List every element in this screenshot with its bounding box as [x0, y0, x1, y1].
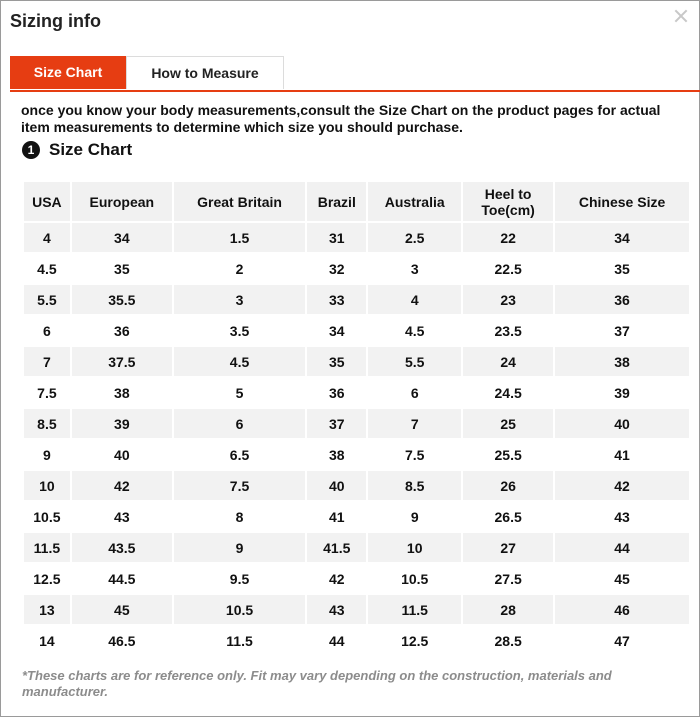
- column-header: USA: [24, 182, 70, 221]
- table-cell: 22: [463, 223, 553, 252]
- table-cell: 35.5: [72, 285, 172, 314]
- table-cell: 41.5: [307, 533, 366, 562]
- table-row: [24, 626, 689, 655]
- table-cell: 44: [307, 626, 366, 655]
- table-cell: 9: [368, 502, 461, 531]
- table-cell: 35: [72, 254, 172, 283]
- table-row: [24, 285, 689, 314]
- table-cell: 3: [174, 285, 305, 314]
- table-cell: 10.5: [24, 502, 70, 531]
- table-cell: 42: [72, 471, 172, 500]
- table-cell: 37: [555, 316, 689, 345]
- table-cell: 10: [24, 471, 70, 500]
- table-cell: 46.5: [72, 626, 172, 655]
- table-cell: 27.5: [463, 564, 553, 593]
- section-title: Size Chart: [49, 140, 133, 159]
- table-cell: 8.5: [24, 409, 70, 438]
- table-cell: 43: [555, 502, 689, 531]
- table-cell: 3: [368, 254, 461, 283]
- table-cell: 34: [307, 316, 366, 345]
- column-header: Australia: [368, 182, 461, 221]
- table-cell: 8.5: [368, 471, 461, 500]
- table-cell: 7.5: [24, 378, 70, 407]
- table-cell: 31: [307, 223, 366, 252]
- size-chart-table: [22, 180, 691, 657]
- table-cell: 37.5: [72, 347, 172, 376]
- table-cell: 25.5: [463, 440, 553, 469]
- tab-how-to-measure[interactable]: How to Measure: [126, 56, 284, 89]
- table-cell: 46: [555, 595, 689, 624]
- table-cell: 45: [72, 595, 172, 624]
- column-header: Brazil: [307, 182, 366, 221]
- tab-underline: [10, 90, 700, 92]
- table-cell: 34: [555, 223, 689, 252]
- table-cell: 43.5: [72, 533, 172, 562]
- dialog-title: Sizing info: [10, 11, 101, 31]
- column-header: Great Britain: [174, 182, 305, 221]
- table-cell: 10.5: [174, 595, 305, 624]
- table-cell: 35: [555, 254, 689, 283]
- table-row: [24, 347, 689, 376]
- table-cell: 5.5: [24, 285, 70, 314]
- table-cell: 28.5: [463, 626, 553, 655]
- table-cell: 26.5: [463, 502, 553, 531]
- table-cell: 26: [463, 471, 553, 500]
- table-cell: 38: [72, 378, 172, 407]
- table-cell: 2.5: [368, 223, 461, 252]
- table-cell: 7: [24, 347, 70, 376]
- table-cell: 40: [307, 471, 366, 500]
- table-row: [24, 564, 689, 593]
- table-cell: 12.5: [24, 564, 70, 593]
- table-cell: 4: [24, 223, 70, 252]
- table-cell: 7: [368, 409, 461, 438]
- table-cell: 43: [307, 595, 366, 624]
- table-cell: 6: [24, 316, 70, 345]
- table-cell: 42: [555, 471, 689, 500]
- table-cell: 36: [72, 316, 172, 345]
- table-cell: 2: [174, 254, 305, 283]
- table-cell: 38: [555, 347, 689, 376]
- table-cell: 6: [368, 378, 461, 407]
- table-cell: 27: [463, 533, 553, 562]
- table-row: [24, 316, 689, 345]
- table-cell: 39: [555, 378, 689, 407]
- table-cell: 4: [368, 285, 461, 314]
- table-cell: 41: [307, 502, 366, 531]
- table-row: [24, 254, 689, 283]
- table-cell: 42: [307, 564, 366, 593]
- table-cell: 7.5: [174, 471, 305, 500]
- table-cell: 25: [463, 409, 553, 438]
- table-cell: 4.5: [368, 316, 461, 345]
- table-cell: 9: [24, 440, 70, 469]
- table-cell: 23: [463, 285, 553, 314]
- table-cell: 32: [307, 254, 366, 283]
- intro-text: once you know your body measurements,consult the Size Chart on the product pages for actual item measurements to determine which size you should purchase.: [21, 102, 661, 135]
- table-cell: 13: [24, 595, 70, 624]
- table-cell: 8: [174, 502, 305, 531]
- table-body: [24, 223, 689, 655]
- table-cell: 34: [72, 223, 172, 252]
- table-cell: 6.5: [174, 440, 305, 469]
- section-number-badge: 1: [22, 141, 40, 159]
- table-cell: 5.5: [368, 347, 461, 376]
- table-cell: 6: [174, 409, 305, 438]
- table-cell: 9.5: [174, 564, 305, 593]
- table-cell: 11.5: [368, 595, 461, 624]
- table-cell: 11.5: [174, 626, 305, 655]
- table-cell: 35: [307, 347, 366, 376]
- table-cell: 4.5: [174, 347, 305, 376]
- table-cell: 36: [555, 285, 689, 314]
- tab-size-chart[interactable]: Size Chart: [10, 56, 126, 89]
- table-row: [24, 533, 689, 562]
- table-cell: 24.5: [463, 378, 553, 407]
- table-cell: 5: [174, 378, 305, 407]
- table-cell: 38: [307, 440, 366, 469]
- table-cell: 39: [72, 409, 172, 438]
- table-cell: 22.5: [463, 254, 553, 283]
- table-cell: 23.5: [463, 316, 553, 345]
- table-row: [24, 409, 689, 438]
- table-cell: 47: [555, 626, 689, 655]
- table-row: [24, 595, 689, 624]
- table-cell: 24: [463, 347, 553, 376]
- table-cell: 45: [555, 564, 689, 593]
- table-cell: 14: [24, 626, 70, 655]
- table-row: [24, 223, 689, 252]
- column-header: Chinese Size: [555, 182, 689, 221]
- table-cell: 11.5: [24, 533, 70, 562]
- table-cell: 37: [307, 409, 366, 438]
- table-cell: 1.5: [174, 223, 305, 252]
- table-cell: 4.5: [24, 254, 70, 283]
- table-cell: 44.5: [72, 564, 172, 593]
- table-header-row: [24, 182, 689, 221]
- table-cell: 43: [72, 502, 172, 531]
- footnote: *These charts are for reference only. Fit may vary depending on the construction, materials and manufacturer.: [22, 668, 612, 699]
- column-header: European: [72, 182, 172, 221]
- table-cell: 10: [368, 533, 461, 562]
- table-cell: 40: [555, 409, 689, 438]
- close-icon[interactable]: [673, 8, 689, 24]
- table-cell: 44: [555, 533, 689, 562]
- table-cell: 9: [174, 533, 305, 562]
- table-cell: 28: [463, 595, 553, 624]
- table-row: [24, 502, 689, 531]
- table-cell: 40: [72, 440, 172, 469]
- table-row: [24, 471, 689, 500]
- table-cell: 12.5: [368, 626, 461, 655]
- table-cell: 41: [555, 440, 689, 469]
- table-cell: 10.5: [368, 564, 461, 593]
- table-row: [24, 440, 689, 469]
- column-header: Heel to Toe(cm): [463, 182, 553, 221]
- table-cell: 36: [307, 378, 366, 407]
- table-row: [24, 378, 689, 407]
- table-cell: 7.5: [368, 440, 461, 469]
- table-cell: 33: [307, 285, 366, 314]
- table-cell: 3.5: [174, 316, 305, 345]
- section-heading: [22, 140, 132, 160]
